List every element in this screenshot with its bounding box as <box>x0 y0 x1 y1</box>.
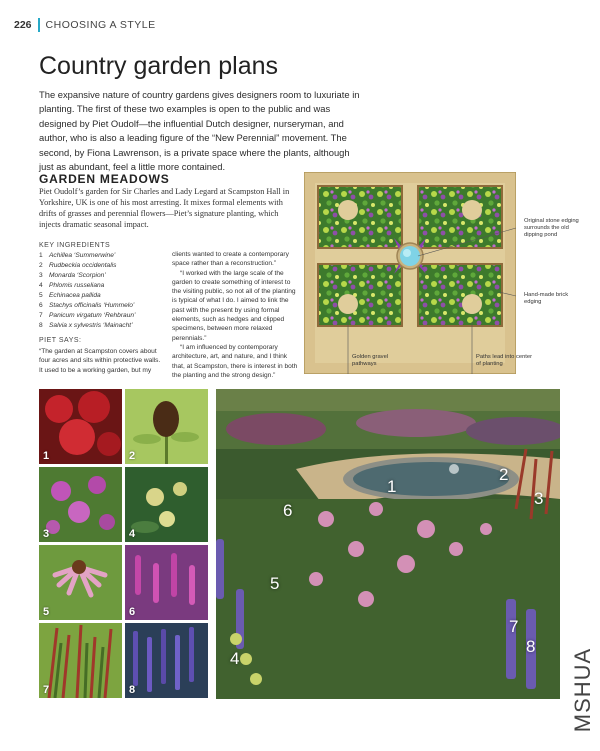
list-item: 8 Salvia x sylvestris ‘Mainacht’ <box>39 322 133 329</box>
piet-says-heading: PIET SAYS: <box>39 337 82 344</box>
annotation-stone-edging: Original stone edging surrounds the old dipping pond <box>524 218 579 238</box>
page-header <box>14 18 156 32</box>
photo-number: 1 <box>43 450 50 462</box>
list-item: 4 Phlomis russeliana <box>39 282 105 289</box>
watermark <box>563 640 595 740</box>
photo-salvia <box>125 623 208 698</box>
garden-plan-illustration <box>304 172 516 374</box>
section-heading: GARDEN MEADOWS <box>39 172 170 186</box>
section-label: CHOOSING A STYLE <box>45 19 156 31</box>
photo-number: 3 <box>43 528 50 540</box>
photo-number: 2 <box>129 450 136 462</box>
quote-part-3: “I worked with the large scale of the garden to create something of interest to the visiting public, so not all of the planting is typical of what I do. I aimed to link the past with the present by using formal elements, such as hedges and clipped specimens, between more relaxed perennials.” <box>172 269 296 342</box>
annotation-paths-center: Paths lead into center of planting <box>476 354 533 367</box>
quote-column-2 <box>172 250 298 380</box>
list-item: 2 Rudbeckia occidentalis <box>39 262 117 269</box>
photo-stachys <box>125 545 208 620</box>
photo-label: 1 <box>387 477 397 496</box>
photo-label: 5 <box>270 574 280 593</box>
list-item: 7 Panicum virgatum ‘Rehbraun’ <box>39 312 136 319</box>
photo-echinacea <box>39 545 122 620</box>
watermark-text: MSHUA <box>570 647 595 733</box>
photo-number: 4 <box>129 528 136 540</box>
header-accent-bar <box>38 18 40 32</box>
photo-label: 3 <box>534 489 544 508</box>
garden-plan-diagram <box>304 172 516 374</box>
photo-monarda <box>39 467 122 542</box>
list-item: 6 Stachys officinalis ‘Hummelo’ <box>39 302 135 309</box>
photo-label: 2 <box>499 465 509 484</box>
photo-label: 8 <box>526 637 536 656</box>
quote-part-2: clients wanted to create a contemporary space rather than a reconstruction.” <box>172 251 289 268</box>
photo-number: 7 <box>43 684 50 696</box>
photo-label: 4 <box>230 649 240 668</box>
quote-part-4: “I am influenced by contemporary architecture, art, and nature, and I think that, at Scampston, there is interest in both the planting and the strong design.” <box>172 343 298 379</box>
annotation-brick-edging: Hand-made brick edging <box>524 292 569 305</box>
intro-paragraph: The expansive nature of country gardens gives designers room to luxuriate in planting. The first of these two examples is open to the public and was designed by Piet Oudolf—the influential Dutch designer, nurseryman, and author, who is also a leading figure of the “New Perennial” movement. The second, by Fiona Lawrenson, is a private space where the plants, although just as abundant, feel a little more contained. <box>39 89 360 173</box>
list-item: 1 Achillea ‘Summerwine’ <box>39 252 116 259</box>
plant-photo-grid <box>39 389 211 699</box>
photo-number: 8 <box>129 684 136 696</box>
photo-panicum <box>39 623 122 698</box>
list-item: 5 Echinacea pallida <box>39 292 101 299</box>
photo-label: 6 <box>283 501 293 520</box>
photo-label: 7 <box>509 617 519 636</box>
photo-number: 6 <box>129 606 136 618</box>
key-ingredients-heading: KEY INGREDIENTS <box>39 242 111 249</box>
page-title: Country garden plans <box>39 52 279 80</box>
photo-achillea <box>39 389 122 464</box>
photo-phlomis <box>125 467 208 542</box>
key-ingredients-list <box>39 251 136 331</box>
photo-number: 5 <box>43 606 50 618</box>
scampston-garden-photo <box>216 389 560 699</box>
annotation-gravel-pathways: Golden gravel pathways <box>352 354 389 367</box>
page-number: 226 <box>14 19 32 31</box>
photo-rudbeckia <box>125 389 208 464</box>
section-lede: Piet Oudolf’s garden for Sir Charles and Lady Legard at Scampston Hall in Yorkshire, UK is one of his most arresting. It mixes formal elements with drifts of grasses and perennial flowers—Piet’s signature planting, which injects dramatic seasonal impact. <box>39 187 290 229</box>
quote-part-1: “The garden at Scampston covers about four acres and sits within protective walls. It used to be a working garden, but my <box>39 348 161 374</box>
list-item: 3 Monarda ‘Scorpion’ <box>39 272 106 279</box>
